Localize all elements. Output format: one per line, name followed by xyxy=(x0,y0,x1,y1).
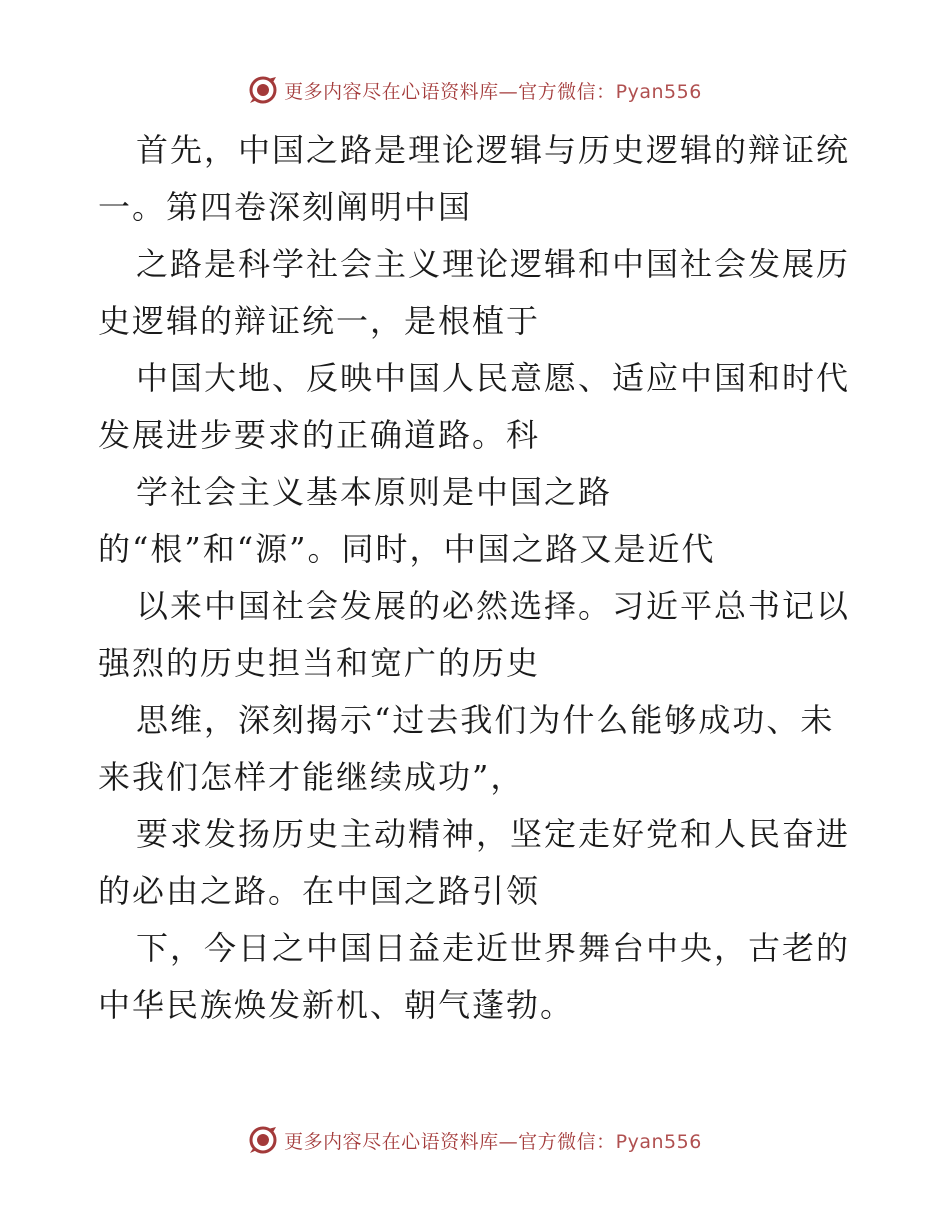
watermark-text: 更多内容尽在心语资料库—官方微信：Pyan556 xyxy=(284,80,702,103)
text-line: 强烈的历史担当和宽广的历史 xyxy=(98,644,541,682)
quill-seal-icon xyxy=(248,1125,278,1155)
text-line: 以来中国社会发展的必然选择。习近平总书记以 xyxy=(136,587,851,625)
text-line: 的必由之路。在中国之路引领 xyxy=(98,872,541,910)
header-watermark xyxy=(0,70,950,110)
text-line: 中国大地、反映中国人民意愿、适应中国和时代 xyxy=(136,359,851,397)
footer-watermark xyxy=(0,1120,950,1160)
text-line: 思维，深刻揭示“过去我们为什么能够成功、未 xyxy=(136,701,835,739)
text-line: 史逻辑的辩证统一，是根植于 xyxy=(98,302,541,340)
text-line: 发展进步要求的正确道路。科 xyxy=(98,416,541,454)
document-body xyxy=(98,122,858,1034)
text-line: 之路是科学社会主义理论逻辑和中国社会发展历 xyxy=(136,245,851,283)
text-line: 要求发扬历史主动精神，坚定走好党和人民奋进 xyxy=(136,815,851,853)
quill-seal-icon xyxy=(248,75,278,105)
text-line: 中华民族焕发新机、朝气蓬勃。 xyxy=(98,986,575,1024)
text-line: 一。第四卷深刻阐明中国 xyxy=(98,188,473,226)
watermark-text: 更多内容尽在心语资料库—官方微信：Pyan556 xyxy=(284,1130,702,1153)
text-line: 下，今日之中国日益走近世界舞台中央，古老的 xyxy=(136,929,851,967)
text-line: 首先，中国之路是理论逻辑与历史逻辑的辩证统 xyxy=(136,131,851,169)
text-line: 学社会主义基本原则是中国之路 xyxy=(136,473,613,511)
text-line: 的“根”和“源”。同时，中国之路又是近代 xyxy=(98,530,716,568)
text-line: 来我们怎样才能继续成功”， xyxy=(98,758,525,796)
